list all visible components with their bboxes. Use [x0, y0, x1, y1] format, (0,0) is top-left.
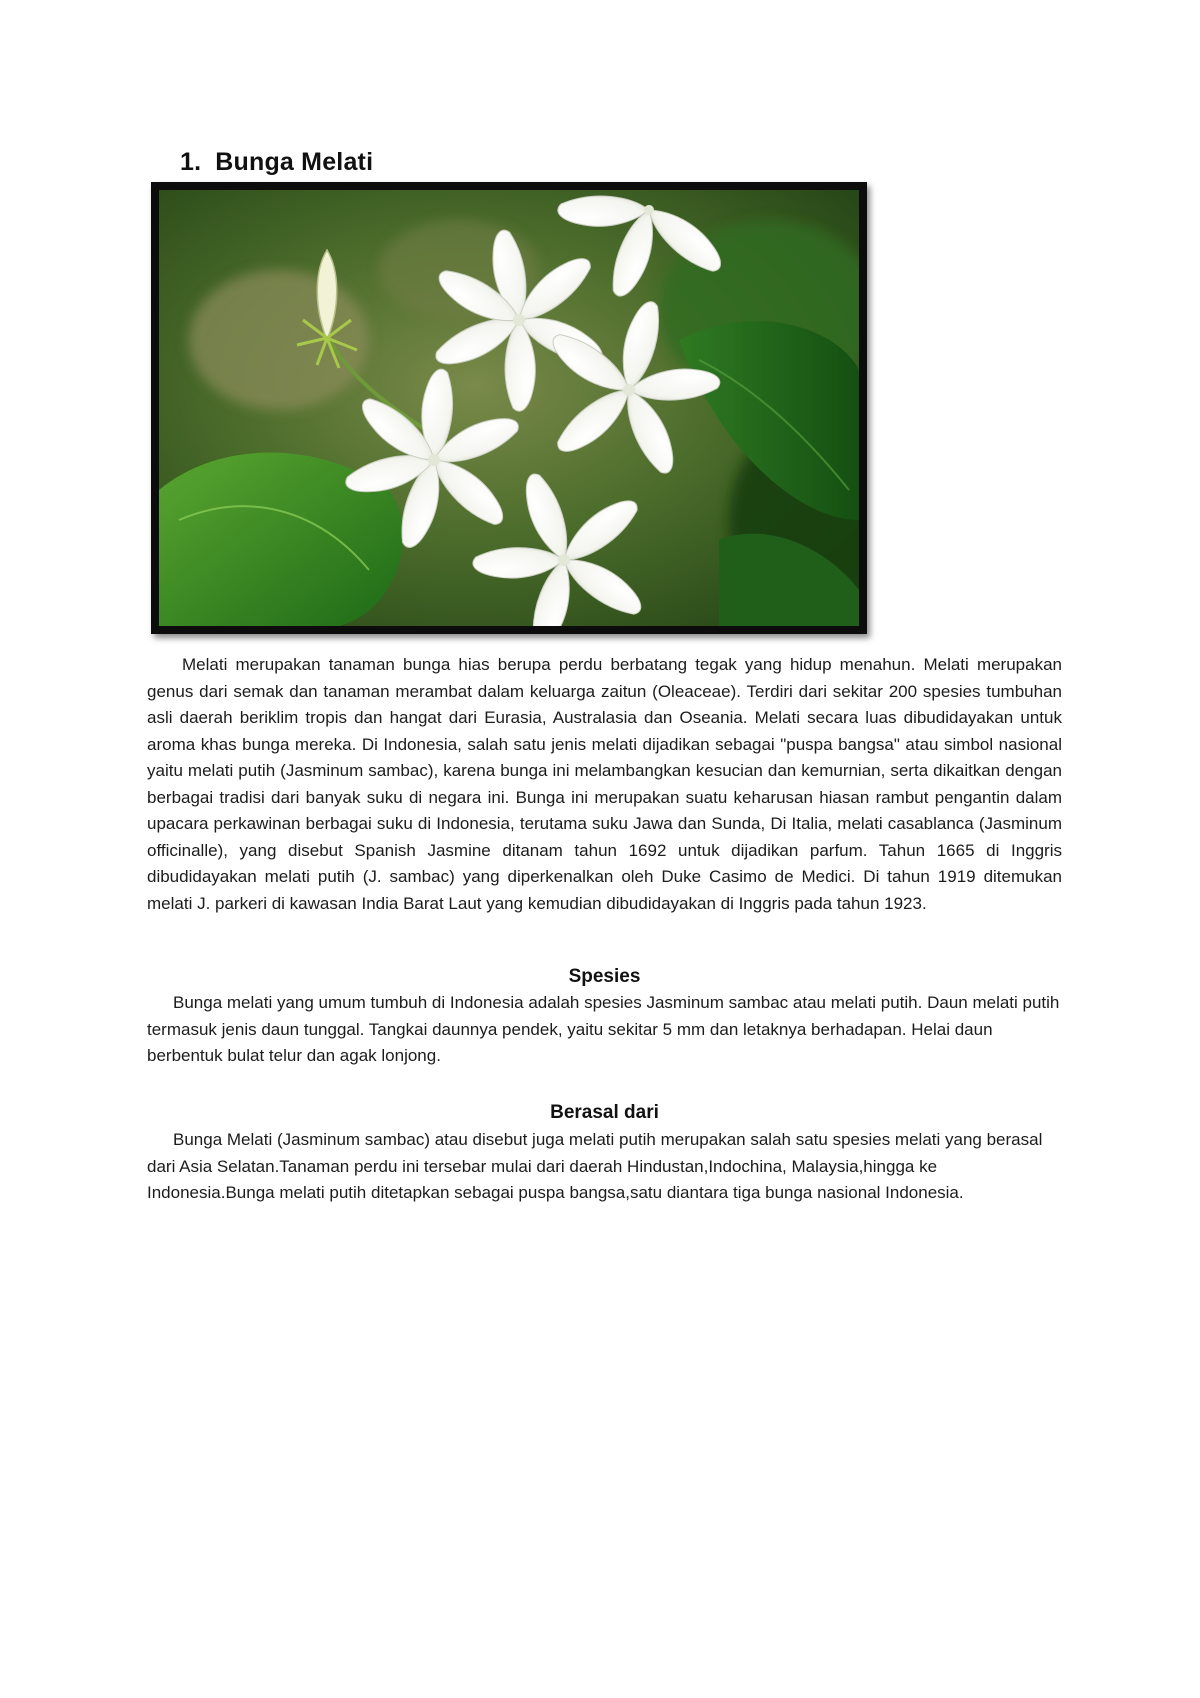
spesies-paragraph: Bunga melati yang umum tumbuh di Indonesia adalah spesies Jasminum sambac atau melati putih. Daun melati putih termasuk jenis daun tunggal. Tangkai daunnya pendek, yaitu sekitar 5 mm dan letaknya berhadapan. Helai daun berbentuk bulat telur dan agak lonjong.	[147, 993, 1060, 1065]
section-title	[180, 148, 373, 177]
section-title-text: Bunga Melati	[215, 148, 374, 176]
berasal-heading: Berasal dari	[550, 1102, 659, 1123]
jasmine-photo	[151, 182, 867, 634]
jasmine-illustration	[159, 190, 859, 626]
spesies-heading: Spesies	[568, 966, 641, 987]
berasal-paragraph: Bunga Melati (Jasminum sambac) atau disebut juga melati putih merupakan salah satu spesies melati yang berasal dari Asia Selatan.Tanaman perdu ini tersebar mulai dari daerah Hindustan,Indochina, Malaysia,hingga ke Indonesia.Bunga melati putih ditetapkan sebagai puspa bangsa,satu diantara tiga bunga nasional Indonesia.	[147, 1130, 1043, 1202]
section-number: 1.	[180, 148, 202, 176]
intro-paragraph: Melati merupakan tanaman bunga hias berupa perdu berbatang tegak yang hidup menahun. Melati merupakan genus dari semak dan tanaman merambat dalam keluarga zaitun (Oleaceae). Terdiri dari sekitar 200 spesies tumbuhan asli daerah beriklim tropis dan hangat dari Eurasia, Australasia dan Oseania. Melati secara luas dibudidayakan untuk aroma khas bunga mereka. Di Indonesia, salah satu jenis melati dijadikan sebagai "puspa bangsa" atau simbol nasional yaitu melati putih (Jasminum sambac), karena bunga ini melambangkan kesucian dan kemurnian, serta dikaitkan dengan berbagai tradisi dari banyak suku di negara ini. Bunga ini merupakan suatu keharusan hiasan rambut pengantin dalam upacara perkawinan berbagai suku di Indonesia, terutama suku Jawa dan Sunda, Di Italia, melati casablanca (Jasminum officinalle), yang disebut Spanish Jasmine ditanam tahun 1692 untuk dijadikan parfum. Tahun 1665 di Inggris dibudidayakan melati putih (J. sambac) yang diperkenalkan oleh Duke Casimo de Medici. Di tahun 1919 ditemukan melati J. parkeri di kawasan India Barat Laut yang kemudian dibudidayakan di Inggris pada tahun 1923.	[147, 655, 1062, 913]
